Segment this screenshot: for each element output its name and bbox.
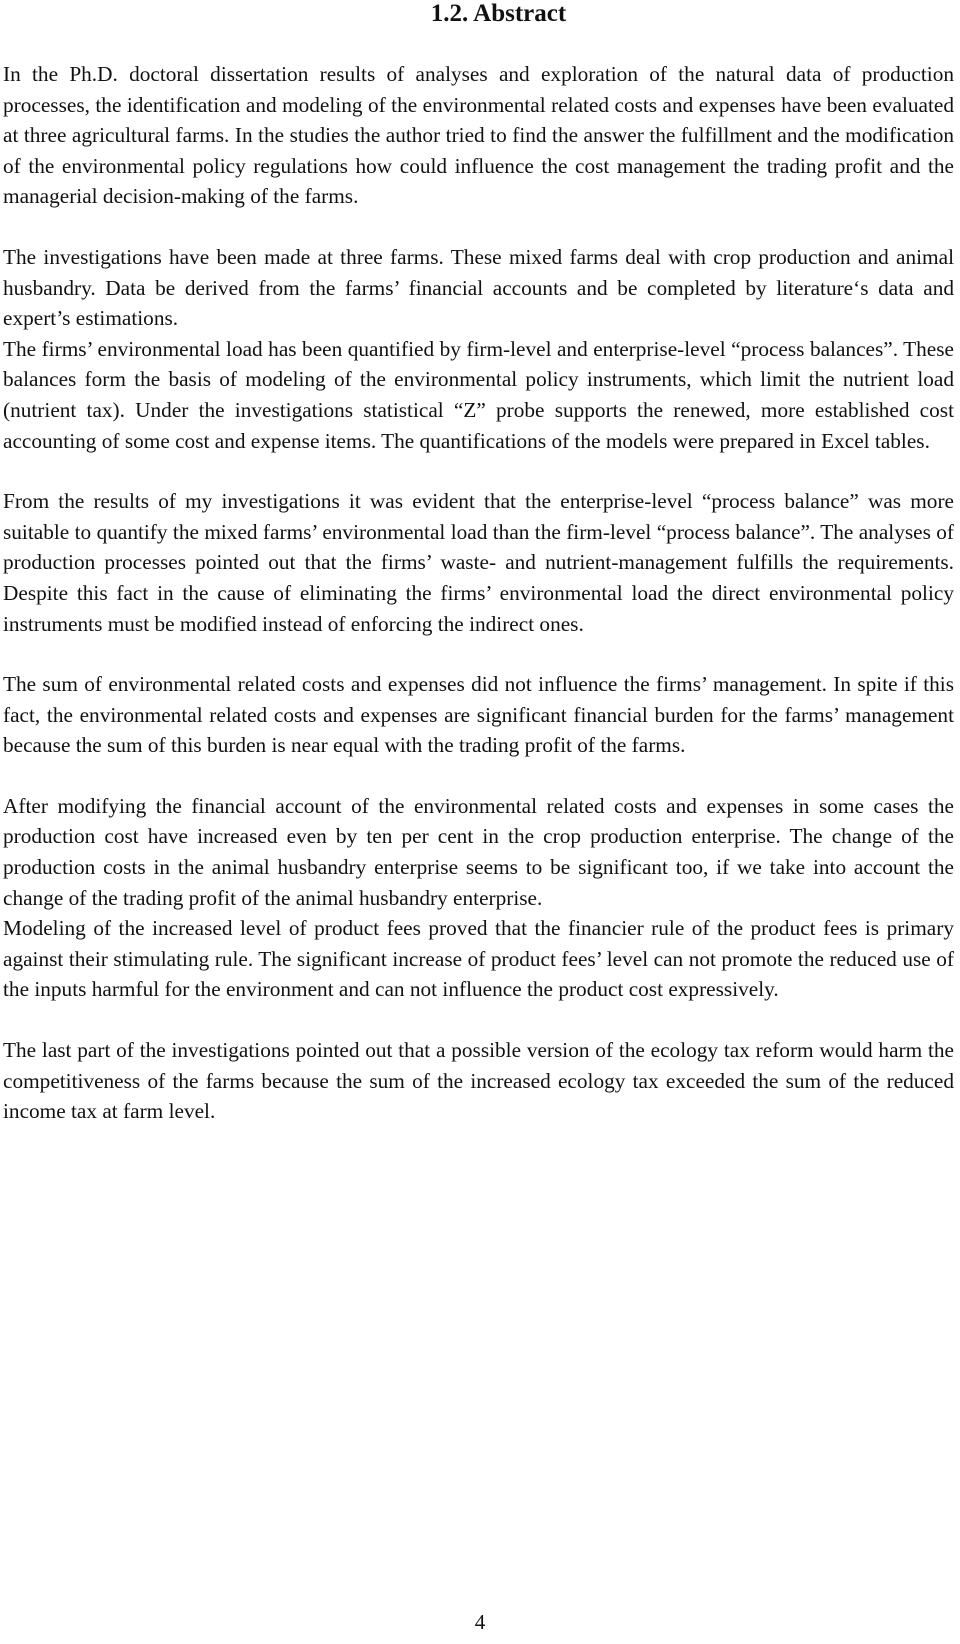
paragraph-results: From the results of my investigations it was evident that the enterprise-level “process balance” was more suitable to quantify the mixed farms’ environmental load than the firm-level “process balance”. The analyses of production processes pointed out that the firms’ waste- and nutrient-management fulfills the requirements. Despite this fact in the cause of eliminating the firms’ environmental load the direct environmental policy instruments must be modified instead of enforcing the indirect ones.: [3, 489, 954, 636]
paragraph-intro: In the Ph.D. doctoral dissertation results of analyses and exploration of the natural data of production processes, the identification and modeling of the environmental related costs and expenses have been evaluated at three agricultural farms. In the studies the author tried to find the answer the fulfillment and the modification of the environmental policy regulations how could influence the cost management the trading profit and the managerial decision-making of the farms.: [3, 62, 954, 209]
page-number: 4: [474, 1610, 486, 1634]
document-page: [3, 0, 954, 1127]
paragraph-product-fees: Modeling of the increased level of product fees proved that the financier rule of the product fees is primary against their stimulating rule. The significant increase of product fees’ level can not promote the reduced use of the inputs harmful for the environment and can not influence the product cost expressively.: [3, 916, 954, 1002]
paragraph-investigations: The investigations have been made at three farms. These mixed farms deal with crop production and animal husbandry. Data be derived from the farms’ financial accounts and be completed by literature‘s data and expert’s estimations.: [3, 244, 954, 331]
paragraph-financial-account: After modifying the financial account of the environmental related costs and expenses in some cases the production cost have increased even by ten per cent in the crop production enterprise. The change of the production costs in the animal husbandry enterprise seems to be significant too, if we take into account the change of the trading profit of the animal husbandry enterprise.: [3, 793, 954, 910]
section-heading: 1.2. Abstract: [430, 0, 567, 27]
paragraph-environmental-load: The firms’ environmental load has been quantified by firm-level and enterprise-level “process balances”. These balances form the basis of modeling of the environmental policy instruments, which limit the nutrient load (nutrient tax). Under the investigations statistical “Z” probe supports the renewed, more established cost accounting of some cost and expense items. The quantifications of the models were prepared in Excel tables.: [3, 336, 954, 453]
paragraph-ecology-tax: The last part of the investigations pointed out that a possible version of the ecology tax reform would harm the competitiveness of the farms because the sum of the increased ecology tax exceeded the sum of the reduced income tax at farm level.: [3, 1038, 954, 1124]
paragraph-costs-expenses: The sum of environmental related costs and expenses did not influence the firms’ management. In spite if this fact, the environmental related costs and expenses are significant financial burden for the farms’ management because the sum of this burden is near equal with the trading profit of the farms.: [3, 672, 954, 758]
